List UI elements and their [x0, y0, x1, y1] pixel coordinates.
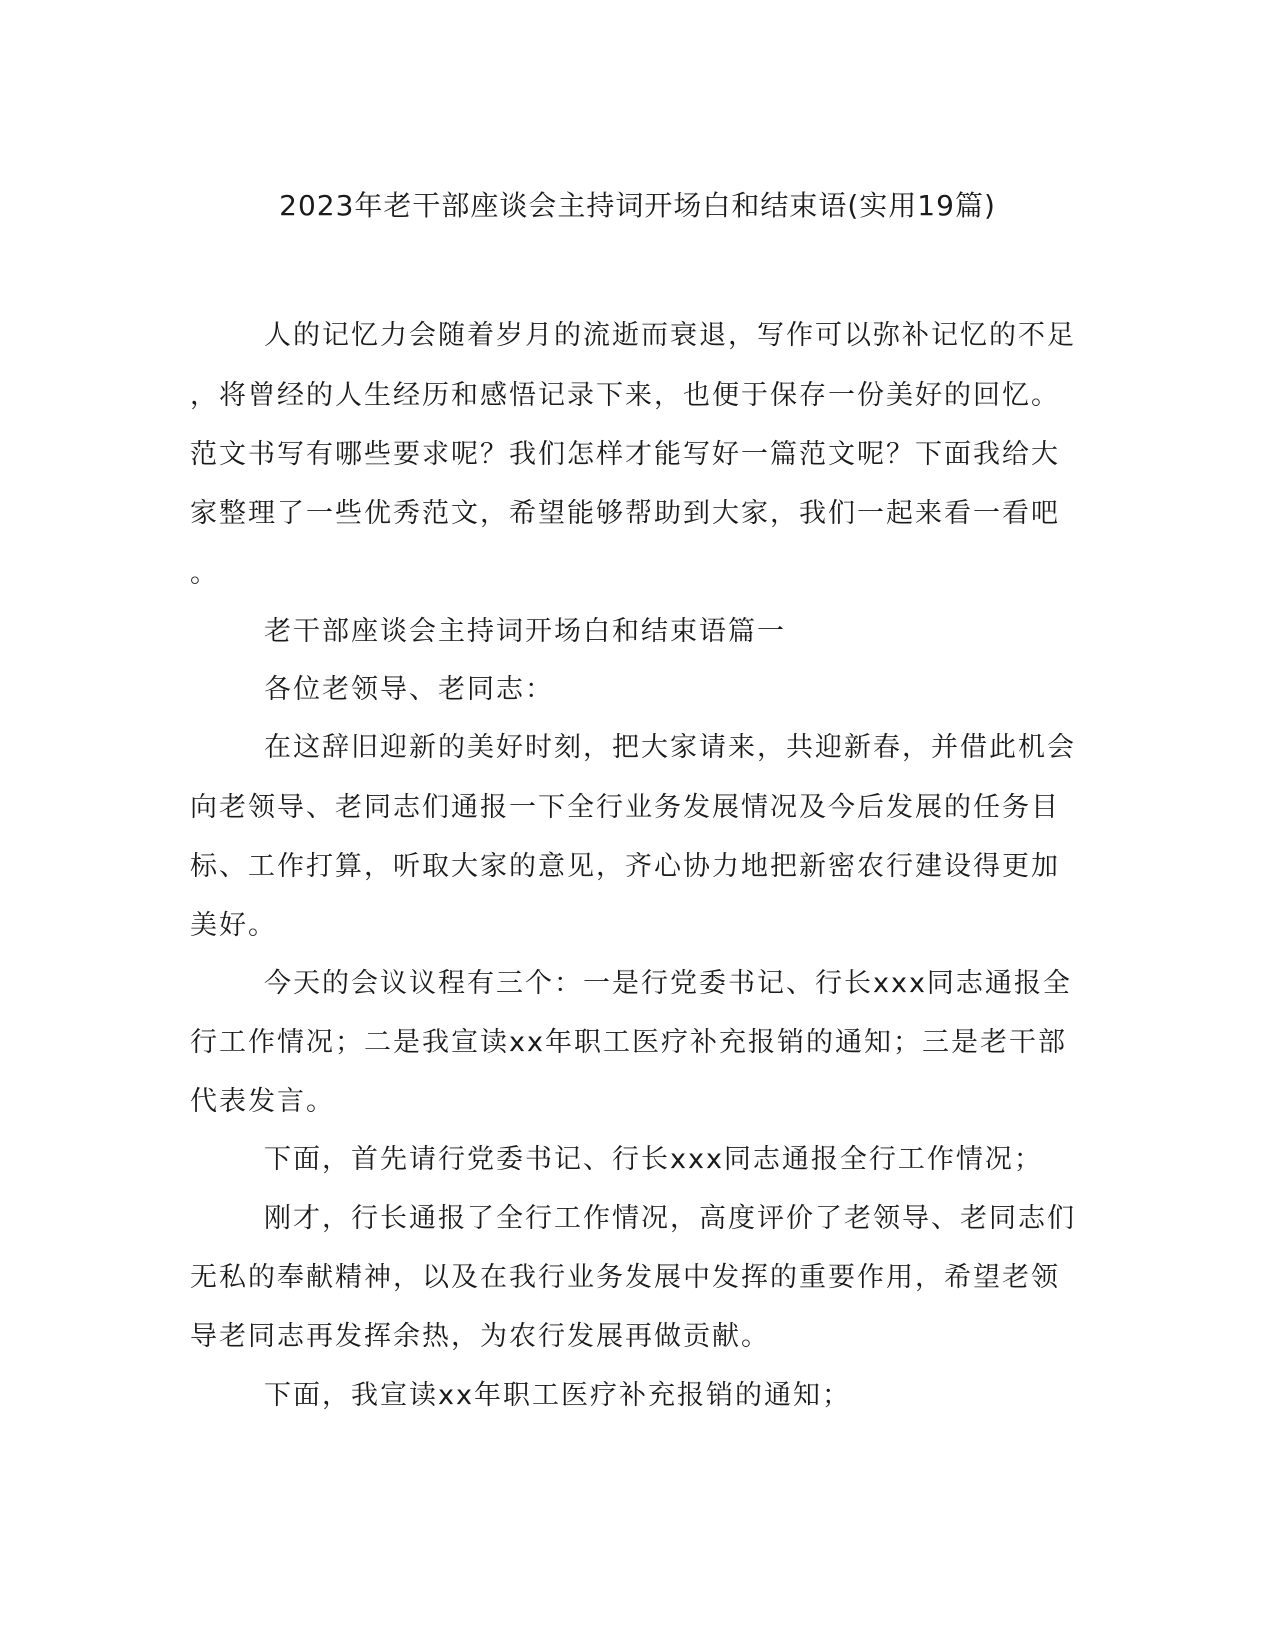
section-heading: 老干部座谈会主持词开场白和结束语篇一: [264, 616, 786, 647]
paragraph-line: 今天的会议议程有三个：一是行党委书记、行长xxx同志通报全: [264, 968, 1072, 999]
paragraph-line: 标、工作打算，听取大家的意见，齐心协力地把新密农行建设得更加: [190, 851, 1060, 882]
paragraph-line: ，将曾经的人生经历和感悟记录下来，也便于保存一份美好的回忆。: [190, 380, 1060, 411]
paragraph-line: 刚才，行长通报了全行工作情况，高度评价了老领导、老同志们: [264, 1203, 1076, 1234]
paragraph-line: 。: [190, 558, 219, 589]
paragraph-line: 下面，首先请行党委书记、行长xxx同志通报全行工作情况；: [264, 1144, 1043, 1175]
paragraph-line: 代表发言。: [190, 1086, 335, 1117]
paragraph-line: 下面，我宣读xx年职工医疗补充报销的通知；: [264, 1380, 851, 1411]
paragraph-line: 向老领导、老同志们通报一下全行业务发展情况及今后发展的任务目: [190, 792, 1060, 823]
salutation: 各位老领导、老同志：: [264, 674, 554, 705]
paragraph-line: 家整理了一些优秀范文，希望能够帮助到大家，我们一起来看一看吧: [190, 498, 1060, 529]
paragraph-line: 美好。: [190, 910, 277, 941]
paragraph-line: 导老同志再发挥余热，为农行发展再做贡献。: [190, 1321, 770, 1352]
paragraph-line: 范文书写有哪些要求呢？我们怎样才能写好一篇范文呢？下面我给大: [190, 439, 1060, 470]
document-title: 2023年老干部座谈会主持词开场白和结束语(实用19篇): [279, 189, 996, 222]
paragraph-line: 无私的奉献精神，以及在我行业务发展中发挥的重要作用，希望老领: [190, 1262, 1060, 1293]
paragraph-line: 在这辞旧迎新的美好时刻，把大家请来，共迎新春，并借此机会: [264, 732, 1076, 763]
paragraph-line: 人的记忆力会随着岁月的流逝而衰退，写作可以弥补记忆的不足: [264, 320, 1076, 351]
paragraph-line: 行工作情况；二是我宣读xx年职工医疗补充报销的通知；三是老干部: [190, 1027, 1067, 1058]
